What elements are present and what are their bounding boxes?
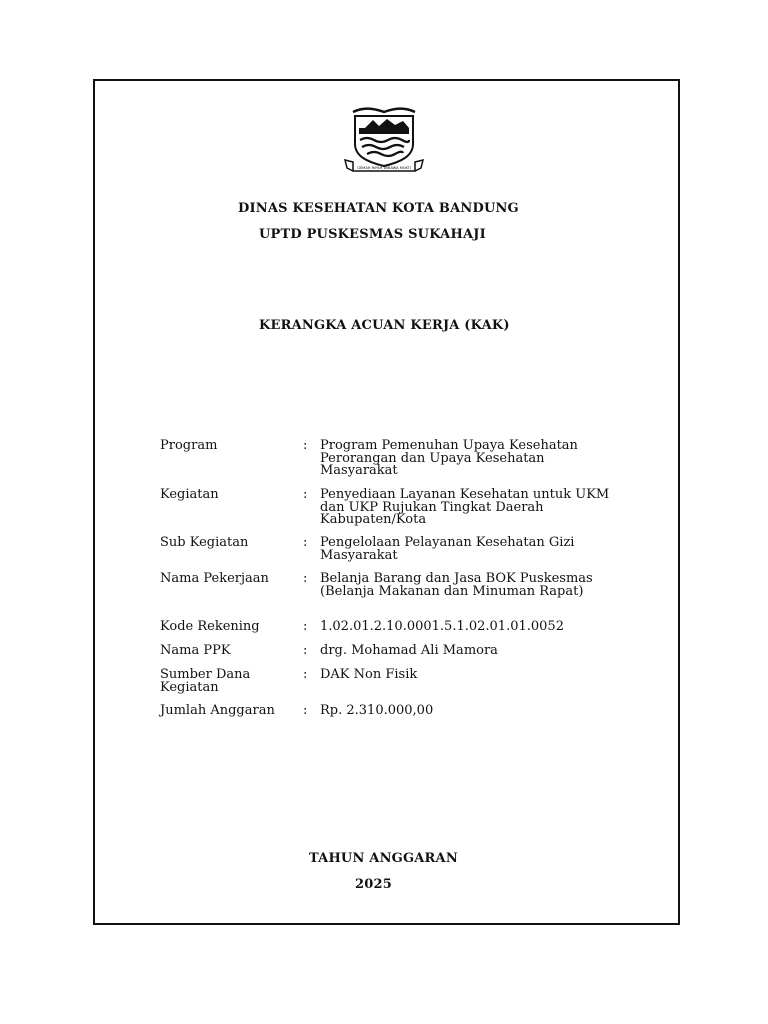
document-title: KERANGKA ACUAN KERJA (KAK) <box>259 318 510 333</box>
field-colon: : <box>303 438 308 453</box>
field-colon: : <box>303 643 308 658</box>
field-colon: : <box>303 703 308 718</box>
field-label: Sub Kegiatan <box>160 535 249 550</box>
field-colon: : <box>303 571 308 586</box>
budget-year-label: TAHUN ANGGARAN <box>309 851 458 866</box>
field-label: Nama Pekerjaan <box>160 571 269 586</box>
field-value: 1.02.01.2.10.0001.5.1.02.01.01.0052 <box>320 619 564 634</box>
field-value: drg. Mohamad Ali Mamora <box>320 643 498 658</box>
field-value: Belanja Barang dan Jasa BOK Puskesmas (Belanja Makanan dan Minuman Rapat) <box>320 571 593 599</box>
field-label: Kode Rekening <box>160 619 260 634</box>
field-value: Program Pemenuhan Upaya Kesehatan Perorangan dan Upaya Kesehatan Masyarakat <box>320 438 578 478</box>
field-value: Rp. 2.310.000,00 <box>320 703 434 718</box>
city-emblem <box>343 104 425 174</box>
emblem-motto: GEMAH RIPAH WIBAWA MUKTI <box>357 166 411 170</box>
field-colon: : <box>303 535 308 550</box>
field-label: Jumlah Anggaran <box>160 703 275 718</box>
field-colon: : <box>303 487 308 502</box>
field-value: DAK Non Fisik <box>320 667 418 682</box>
field-label: Program <box>160 438 218 453</box>
field-label: Sumber Dana Kegiatan <box>160 667 251 695</box>
field-value: Pengelolaan Pelayanan Kesehatan Gizi Masyarakat <box>320 535 575 563</box>
field-label: Kegiatan <box>160 487 219 502</box>
budget-year: 2025 <box>355 877 392 892</box>
field-label: Nama PPK <box>160 643 231 658</box>
field-colon: : <box>303 667 308 682</box>
field-value: Penyediaan Layanan Kesehatan untuk UKM dan UKP Rujukan Tingkat Daerah Kabupaten/Kota <box>320 487 610 527</box>
agency-heading: DINAS KESEHATAN KOTA BANDUNG <box>238 201 519 216</box>
field-colon: : <box>303 619 308 634</box>
unit-heading: UPTD PUSKESMAS SUKAHAJI <box>259 227 486 242</box>
